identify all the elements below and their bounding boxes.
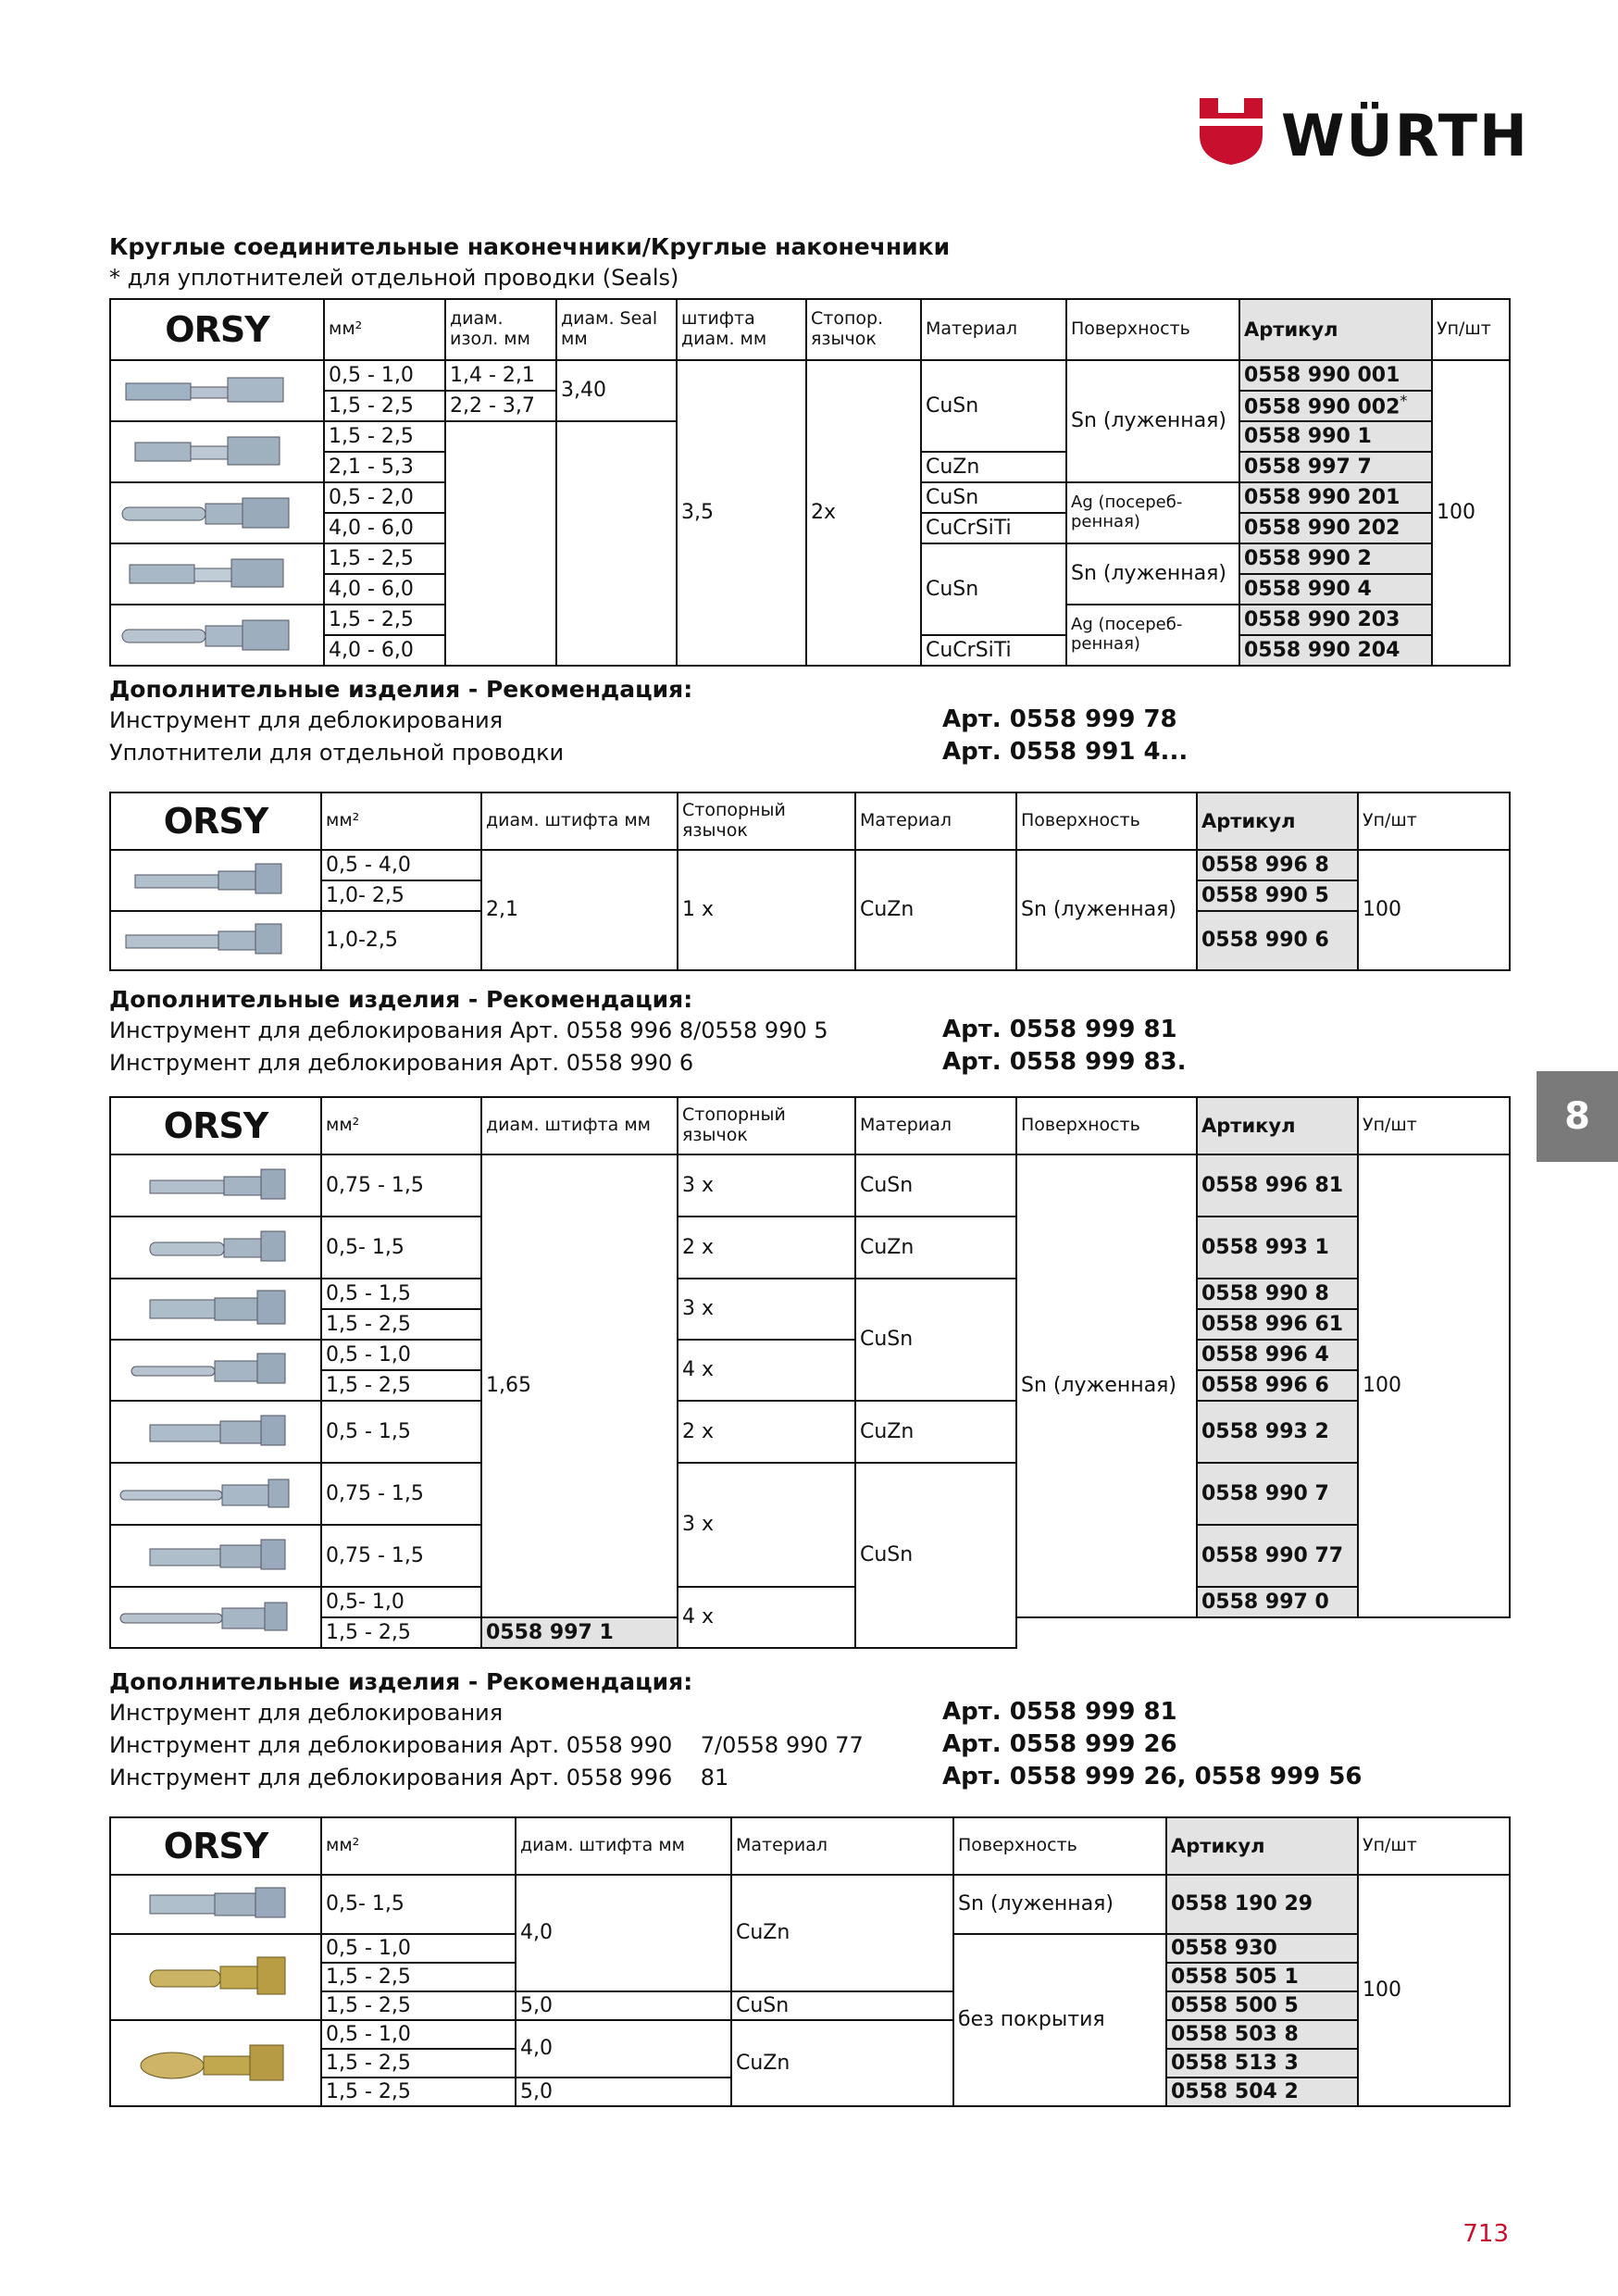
header-seal-diam: диам. Seal мм: [556, 299, 677, 360]
cell-article: 0558 990 77: [1197, 1525, 1358, 1587]
header-material: Материал: [855, 792, 1016, 850]
section-note: * для уплотнителей отдельной проводки (Seals): [109, 265, 679, 291]
terminal-image-icon: [117, 1410, 302, 1454]
cell-mm2: 0,5- 1,5: [321, 1875, 516, 1934]
product-table-3: [109, 1096, 1511, 1649]
product-image: [110, 1340, 321, 1401]
terminal-image-icon: [117, 918, 302, 963]
terminal-image-icon: [117, 858, 302, 903]
cell-material: CuSn: [921, 543, 1066, 635]
cell-pack: 100: [1358, 1154, 1510, 1617]
cell-mm2: 1,5 - 2,5: [324, 605, 445, 635]
orsy-logo: ORSY: [110, 1817, 321, 1875]
header-latch: Стопор. язычок: [806, 299, 921, 360]
terminal-image-icon: [117, 1472, 302, 1516]
cell-surface: Ag (посереб-ренная): [1066, 605, 1239, 666]
cell-article: 0558 513 3: [1166, 2049, 1358, 2078]
cell-article: 0558 500 5: [1166, 1991, 1358, 2020]
product-image: [110, 543, 324, 605]
cell-mm2: 0,5- 1,5: [321, 1217, 481, 1279]
product-image: [110, 1934, 321, 2020]
cell-mm2: 0,5 - 1,0: [321, 1340, 481, 1370]
header-material: Материал: [921, 299, 1066, 360]
cell-pin-diam: 5,0: [516, 1991, 731, 2020]
cell-mm2: 0,5 - 1,5: [321, 1279, 481, 1309]
recommendation-text: Инструмент для деблокирования Арт. 0558 990 7/0558 990 77: [109, 1732, 864, 1758]
cell-mm2: 0,5 - 1,0: [324, 360, 445, 391]
cell-article: 0558 504 2: [1166, 2078, 1358, 2106]
cell-latch: 4 x: [678, 1340, 855, 1401]
cell-article: 0558 930: [1166, 1934, 1358, 1963]
cell-mm2: 4,0 - 6,0: [324, 513, 445, 543]
product-image: [110, 2020, 321, 2106]
terminal-image-icon: [117, 1226, 302, 1270]
product-image: [110, 1525, 321, 1587]
cell-insulation: 2,2 - 3,7: [445, 391, 556, 421]
header-material: Материал: [855, 1097, 1016, 1154]
header-material: Материал: [731, 1817, 953, 1875]
cell-mm2: 0,5 - 2,0: [324, 482, 445, 513]
cell-article: 0558 505 1: [1166, 1963, 1358, 1991]
terminal-image-icon: [117, 552, 302, 596]
recommendation-text: Уплотнители для отдельной проводки: [109, 740, 565, 766]
cell-mm2: 0,5 - 1,0: [321, 2020, 516, 2049]
recommendation-text: Инструмент для деблокирования: [109, 707, 504, 733]
header-mm2: мм²: [321, 1817, 516, 1875]
header-mm2: мм²: [324, 299, 445, 360]
product-table-1: [109, 298, 1511, 667]
header-article: Артикул: [1197, 1097, 1358, 1154]
cell-material: CuSn: [921, 482, 1066, 513]
cell-article: 0558 996 6: [1197, 1370, 1358, 1401]
recommendation-text: Инструмент для деблокирования Арт. 0558 996 8/0558 990 5: [109, 1017, 828, 1043]
header-surface: Поверхность: [1066, 299, 1239, 360]
cell-material: CuZn: [855, 1217, 1016, 1279]
cell-mm2: 1,5 - 2,5: [321, 1991, 516, 2020]
header-article: Артикул: [1197, 792, 1358, 850]
cell-latch: 3 x: [678, 1279, 855, 1340]
cell-article: 0558 990 201: [1239, 482, 1432, 513]
cell-mm2: 1,0-2,5: [321, 911, 481, 970]
terminal-image-icon: [117, 430, 302, 474]
product-table-4: [109, 1816, 1511, 2107]
cell-material: CuCrSiTi: [921, 635, 1066, 666]
product-image: [110, 605, 324, 666]
cell-article: 0558 990 002*: [1239, 391, 1432, 421]
chapter-tab: 8: [1537, 1071, 1618, 1162]
cell-mm2: 1,5 - 2,5: [321, 1617, 481, 1648]
cell-latch: 3 x: [678, 1154, 855, 1217]
cell-article: 0558 993 2: [1197, 1401, 1358, 1463]
orsy-logo: ORSY: [110, 299, 324, 360]
cell-mm2: 0,75 - 1,5: [321, 1154, 481, 1217]
cell-mm2: 0,5 - 1,0: [321, 1934, 516, 1963]
cell-article: 0558 996 61: [1197, 1309, 1358, 1340]
terminal-image-icon: [117, 1595, 302, 1640]
page-number: 713: [1462, 2220, 1509, 2248]
recommendation-article: Арт. 0558 999 81: [942, 1016, 1177, 1043]
cell-mm2: 0,5 - 1,5: [321, 1401, 481, 1463]
header-pin-diam: диам. штифта мм: [481, 792, 678, 850]
cell-insulation: 1,4 - 2,1: [445, 360, 556, 391]
header-mm2: мм²: [321, 1097, 481, 1154]
recommendation-article: Арт. 0558 999 78: [942, 705, 1177, 733]
header-surface: Поверхность: [1016, 1097, 1197, 1154]
cell-mm2: 1,5 - 2,5: [321, 1370, 481, 1401]
terminal-image-icon: [117, 1950, 302, 2005]
product-image: [110, 850, 321, 911]
product-image: [110, 1587, 321, 1648]
cell-article: 0558 990 2: [1239, 543, 1432, 574]
header-mm2: мм²: [321, 792, 481, 850]
cell-seal: 3,40: [556, 360, 677, 421]
header-pin-diam: диам. штифта мм: [481, 1097, 678, 1154]
cell-surface: Sn (луженная): [1016, 1154, 1197, 1617]
recommendation-text: Инструмент для деблокирования: [109, 1700, 504, 1726]
cell-pin-diam: 5,0: [516, 2078, 731, 2106]
cell-mm2: 2,1 - 5,3: [324, 452, 445, 482]
cell-pin-diam: 4,0: [516, 1875, 731, 1991]
product-image: [110, 421, 324, 482]
wurth-logo-mark-icon: [1200, 98, 1263, 165]
recommendation-article: Арт. 0558 991 4...: [942, 738, 1189, 766]
header-insulation-diam: диам. изол. мм: [445, 299, 556, 360]
header-latch: Стопорный язычок: [678, 792, 855, 850]
cell-latch: 2 x: [678, 1217, 855, 1279]
terminal-image-icon: [117, 613, 302, 657]
header-article: Артикул: [1166, 1817, 1358, 1875]
product-image: [110, 911, 321, 970]
cell-latch: 4 x: [678, 1587, 855, 1648]
product-image: [110, 1463, 321, 1525]
product-table-2: [109, 792, 1511, 971]
cell-material: CuZn: [855, 1401, 1016, 1463]
cell-mm2: 0,5 - 4,0: [321, 850, 481, 880]
product-image: [110, 1401, 321, 1463]
header-pin-diam: штифта диам. мм: [677, 299, 806, 360]
cell-mm2: 0,75 - 1,5: [321, 1463, 481, 1525]
cell-article: 0558 990 204: [1239, 635, 1432, 666]
wurth-logo: [1200, 98, 1529, 172]
cell-article: 0558 997 7: [1239, 452, 1432, 482]
cell-material: CuSn: [921, 360, 1066, 452]
product-image: [110, 482, 324, 543]
product-image: [110, 1875, 321, 1934]
cell-pack: 100: [1358, 1875, 1510, 2106]
cell-article: 0558 990 001: [1239, 360, 1432, 391]
product-image: [110, 1154, 321, 1217]
cell-article: 0558 996 4: [1197, 1340, 1358, 1370]
cell-material: CuZn: [731, 1875, 953, 1991]
cell-article: 0558 503 8: [1166, 2020, 1358, 2049]
cell-latch: 1 x: [678, 850, 855, 970]
terminal-image-icon: [117, 1164, 302, 1208]
cell-article: 0558 997 0: [1197, 1587, 1358, 1617]
cell-latch: 3 x: [678, 1463, 855, 1587]
header-pack: Уп/шт: [1358, 1097, 1510, 1154]
cell-mm2: 1,5 - 2,5: [321, 1963, 516, 1991]
cell-material: CuZn: [921, 452, 1066, 482]
cell-article: 0558 990 203: [1239, 605, 1432, 635]
recommendation-article: Арт. 0558 999 83.: [942, 1048, 1187, 1076]
cell-material: CuZn: [731, 2020, 953, 2106]
cell-article: 0558 990 4: [1239, 574, 1432, 605]
recommendation-heading: Дополнительные изделия - Рекомендация:: [109, 1668, 693, 1695]
terminal-image-icon: [117, 491, 302, 535]
cell-article: 0558 996 8: [1197, 850, 1358, 880]
cell-material: CuSn: [855, 1154, 1016, 1217]
cell-material: CuSn: [855, 1463, 1016, 1648]
cell-mm2: 1,5 - 2,5: [324, 543, 445, 574]
cell-mm2: 1,0- 2,5: [321, 880, 481, 911]
cell-material: CuSn: [855, 1279, 1016, 1401]
cell-pin-diam: 2,1: [481, 850, 678, 970]
cell-mm2: 1,5 - 2,5: [321, 2049, 516, 2078]
terminal-image-icon: [117, 1882, 302, 1927]
cell-mm2: 0,5- 1,0: [321, 1587, 481, 1617]
cell-surface: Ag (посереб-ренная): [1066, 482, 1239, 543]
terminal-image-icon: [117, 1534, 302, 1578]
header-surface: Поверхность: [953, 1817, 1166, 1875]
recommendation-text: Инструмент для деблокирования Арт. 0558 990 6: [109, 1050, 694, 1076]
recommendation-article: Арт. 0558 999 26, 0558 999 56: [942, 1763, 1363, 1791]
cell-article: 0558 990 8: [1197, 1279, 1358, 1309]
cell-surface: без покрытия: [953, 1934, 1166, 2106]
recommendation-article: Арт. 0558 999 81: [942, 1698, 1177, 1726]
cell-pin-diam: 4,0: [516, 2020, 731, 2078]
cell-mm2: 1,5 - 2,5: [324, 421, 445, 452]
cell-article: 0558 996 81: [1197, 1154, 1358, 1217]
cell-article: 0558 997 1: [481, 1617, 678, 1648]
cell-latch: 2x: [806, 360, 921, 666]
terminal-image-icon: [117, 368, 302, 413]
header-latch: Стопорный язычок: [678, 1097, 855, 1154]
terminal-image-icon: [117, 1287, 302, 1331]
header-surface: Поверхность: [1016, 792, 1197, 850]
cell-mm2: 1,5 - 2,5: [324, 391, 445, 421]
orsy-logo: ORSY: [110, 792, 321, 850]
cell-mm2: 1,5 - 2,5: [321, 1309, 481, 1340]
cell-material: CuZn: [855, 850, 1016, 970]
product-image: [110, 360, 324, 421]
cell-surface: Sn (луженная): [1066, 360, 1239, 482]
cell-article: 0558 990 1: [1239, 421, 1432, 452]
cell-pin-diam: 1,65: [481, 1154, 678, 1617]
cell-material: CuCrSiTi: [921, 513, 1066, 543]
cell-surface: Sn (луженная): [1016, 850, 1197, 970]
recommendation-heading: Дополнительные изделия - Рекомендация:: [109, 986, 693, 1013]
cell-mm2: 0,75 - 1,5: [321, 1525, 481, 1587]
cell-article: 0558 990 5: [1197, 880, 1358, 911]
cell-pack: 100: [1358, 850, 1510, 970]
cell-mm2: 1,5 - 2,5: [321, 2078, 516, 2106]
cell-article: 0558 993 1: [1197, 1217, 1358, 1279]
terminal-image-icon: [117, 2036, 302, 2091]
cell-article: 0558 990 7: [1197, 1463, 1358, 1525]
cell-article: 0558 190 29: [1166, 1875, 1358, 1934]
cell-surface: Sn (луженная): [1066, 543, 1239, 605]
header-pack: Уп/шт: [1358, 792, 1510, 850]
product-image: [110, 1217, 321, 1279]
cell-surface: Sn (луженная): [953, 1875, 1166, 1934]
header-pack: Уп/шт: [1358, 1817, 1510, 1875]
cell-article: 0558 990 6: [1197, 911, 1358, 970]
wurth-logo-wordmark: WÜRTH: [1281, 102, 1529, 169]
terminal-image-icon: [117, 1348, 302, 1392]
recommendation-text: Инструмент для деблокирования Арт. 0558 996 81: [109, 1765, 729, 1791]
cell-material: CuSn: [731, 1991, 953, 2020]
header-pack: Уп/шт: [1432, 299, 1510, 360]
cell-article: 0558 990 202: [1239, 513, 1432, 543]
cell-pack: 100: [1432, 360, 1510, 666]
cell-pin-diam: 3,5: [677, 360, 806, 666]
section-title: Круглые соединительные наконечники/Круглые наконечники: [109, 233, 951, 260]
cell-latch: 2 x: [678, 1401, 855, 1463]
header-article: Артикул: [1239, 299, 1432, 360]
recommendation-article: Арт. 0558 999 26: [942, 1730, 1177, 1758]
product-image: [110, 1279, 321, 1340]
header-pin-diam: диам. штифта мм: [516, 1817, 731, 1875]
recommendation-heading: Дополнительные изделия - Рекомендация:: [109, 676, 693, 703]
orsy-logo: ORSY: [110, 1097, 321, 1154]
cell-mm2: 4,0 - 6,0: [324, 635, 445, 666]
cell-mm2: 4,0 - 6,0: [324, 574, 445, 605]
